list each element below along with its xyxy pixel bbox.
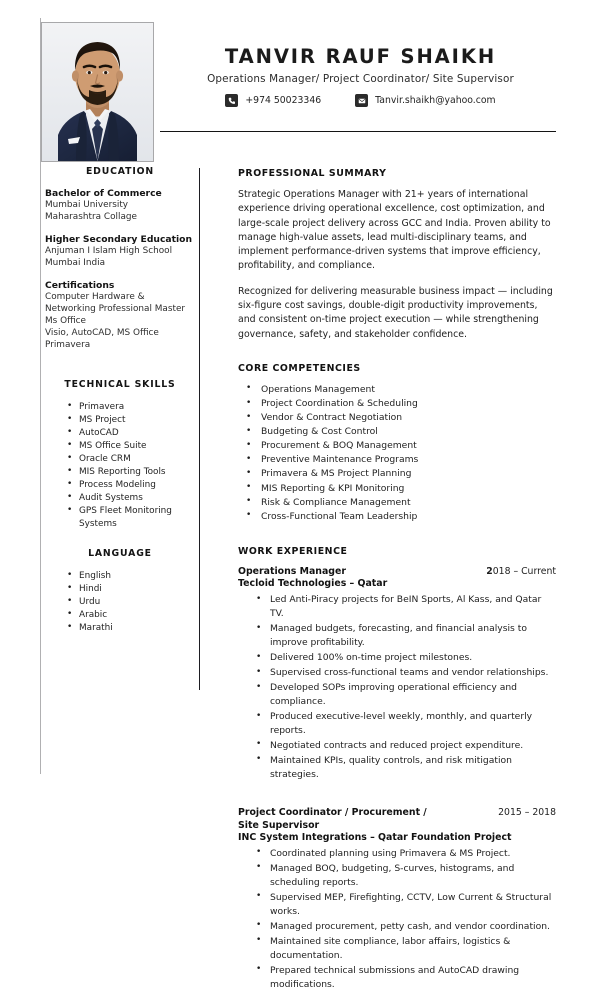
list-item: • Negotiated contracts and reduced project expenditure. <box>256 739 556 753</box>
work-experience-heading: WORK EXPERIENCE <box>238 545 348 557</box>
contact-email[interactable] <box>355 94 495 107</box>
job-entry <box>238 807 556 992</box>
list-item: • Hindi <box>67 583 195 596</box>
job-company: Tecloid Technologies – Qatar <box>238 578 388 590</box>
certification-detail: Networking Professional Master <box>45 304 186 315</box>
list-item: • Supervised cross-functional teams and vendor relationships. <box>256 666 556 680</box>
core-competencies-heading: CORE COMPETENCIES <box>238 362 361 374</box>
technical-skills-heading: TECHNICAL SKILLS <box>64 378 176 390</box>
list-item: • English <box>67 570 195 583</box>
job-header <box>238 807 556 832</box>
job-title: Operations Manager <box>238 565 346 577</box>
list-item: • Led Anti-Piracy projects for BeIN Sports, Al Kass, and Qatar TV. <box>256 593 556 621</box>
job-dates-rest: 018 – Current <box>492 566 556 578</box>
job-header <box>238 566 556 579</box>
list-item: • GPS Fleet Monitoring Systems <box>67 505 195 531</box>
list-item: • MIS Reporting Tools <box>67 466 195 479</box>
list-item: • Arabic <box>67 609 195 622</box>
list-item: • Cross-Functional Team Leadership <box>244 510 556 524</box>
list-item: • Risk & Compliance Management <box>244 496 556 510</box>
language-list <box>67 570 195 635</box>
list-item: • Procurement & BOQ Management <box>244 439 556 453</box>
phone-text: +974 50023346 <box>245 95 322 107</box>
certification-detail: Visio, AutoCAD, MS Office <box>45 327 159 338</box>
profile-photo <box>41 22 154 162</box>
education-item <box>45 234 195 270</box>
list-item: • Project Coordination & Scheduling <box>244 397 556 411</box>
list-item: • Primavera <box>67 401 195 414</box>
email-text: Tanvir.shaikh@yahoo.com <box>375 95 496 107</box>
summary-paragraph: Recognized for delivering measurable business impact — including six-figure cost savings, double-digit productivity improvements, and consistent on-time project execution — while strengthening governance, safety, and stakeholder confidence. <box>238 285 553 340</box>
list-item: • MIS Reporting & KPI Monitoring <box>244 482 556 496</box>
job-dates <box>498 807 556 819</box>
contact-row <box>163 94 558 107</box>
list-item: • Developed SOPs improving operational efficiency and compliance. <box>256 681 556 709</box>
list-item: • Vendor & Contract Negotiation <box>244 411 556 425</box>
column-divider <box>199 168 200 690</box>
job-entry <box>238 566 556 782</box>
header-text-block <box>163 46 558 107</box>
list-item: • Oracle CRM <box>67 453 195 466</box>
list-item: • Prepared technical submissions and AutoCAD drawing modifications. <box>256 964 556 992</box>
job-dates-rest: 2015 – 2018 <box>498 807 556 819</box>
list-item: • Marathi <box>67 622 195 635</box>
list-item: • Preventive Maintenance Programs <box>244 453 556 467</box>
education-detail: Anjuman I Islam High School <box>45 246 173 257</box>
list-item: • Maintained KPIs, quality controls, and risk mitigation strategies. <box>256 754 556 782</box>
education-degree: Bachelor of Commerce <box>45 188 162 199</box>
certifications-item <box>45 280 195 352</box>
list-item: • Audit Systems <box>67 492 195 505</box>
job-company: INC System Integrations – Qatar Foundation Project <box>238 832 512 844</box>
list-item: • Managed procurement, petty cash, and vendor coordination. <box>256 920 556 934</box>
list-item: • Produced executive-level weekly, monthly, and quarterly reports. <box>256 710 556 738</box>
list-item: • Delivered 100% on-time project milestones. <box>256 651 556 665</box>
list-item: • Supervised MEP, Firefighting, CCTV, Low Current & Structural works. <box>256 891 556 919</box>
list-item: • Coordinated planning using Primavera & MS Project. <box>256 847 556 861</box>
header-subtitle: Operations Manager/ Project Coordinator/ Site Supervisor <box>207 73 514 86</box>
list-item: • Managed budgets, forecasting, and financial analysis to improve profitability. <box>256 622 556 650</box>
education-list <box>45 188 195 352</box>
envelope-icon <box>355 94 368 107</box>
list-item: • Primavera & MS Project Planning <box>244 467 556 481</box>
list-item: • Operations Management <box>244 383 556 397</box>
contact-phone[interactable] <box>225 94 321 107</box>
core-competencies-list <box>244 383 556 524</box>
education-heading: EDUCATION <box>85 166 155 177</box>
sidebar <box>45 166 195 635</box>
certification-detail: Ms Office <box>45 315 87 326</box>
job-dates <box>486 566 556 578</box>
job-title: Project Coordinator / Procurement / Site Supervisor <box>238 806 427 831</box>
list-item: • Process Modeling <box>67 479 195 492</box>
certification-detail: Computer Hardware & <box>45 292 145 303</box>
technical-skills-list <box>67 401 195 531</box>
resume-header <box>0 0 612 140</box>
list-item: • MS Office Suite <box>67 440 195 453</box>
page-title: TANVIR RAUF SHAIKH <box>224 45 497 68</box>
list-item: • Managed BOQ, budgeting, S-curves, histograms, and scheduling reports. <box>256 862 556 890</box>
job-bullets <box>256 593 556 782</box>
list-item: • Urdu <box>67 596 195 609</box>
phone-icon <box>225 94 238 107</box>
main-content <box>238 168 556 993</box>
education-item <box>45 188 195 224</box>
education-detail: Maharashtra Collage <box>45 212 137 223</box>
education-detail: Mumbai University <box>45 200 129 211</box>
professional-summary-heading: PROFESSIONAL SUMMARY <box>238 168 387 179</box>
list-item: • Maintained site compliance, labor affairs, logistics & documentation. <box>256 935 556 963</box>
job-dates-bold-prefix: 2 <box>486 566 493 578</box>
language-heading: LANGUAGE <box>88 547 152 559</box>
education-degree: Higher Secondary Education <box>45 233 192 245</box>
list-item: • MS Project <box>67 414 195 427</box>
certification-detail: Primavera <box>45 339 91 350</box>
certifications-label: Certifications <box>45 279 115 291</box>
job-bullets <box>256 847 556 992</box>
education-detail: Mumbai India <box>45 258 106 269</box>
list-item: • Budgeting & Cost Control <box>244 425 556 439</box>
header-divider <box>160 131 556 132</box>
summary-paragraph: Strategic Operations Manager with 21+ years of international experience driving operational excellence, cost optimization, and large-scale project delivery across GCC and India. Proven ability to manage high-value assets, lead multi-disciplinary teams, and implement performance-driven systems that improve efficiency, profitability, and compliance. <box>238 189 551 272</box>
list-item: • AutoCAD <box>67 427 195 440</box>
